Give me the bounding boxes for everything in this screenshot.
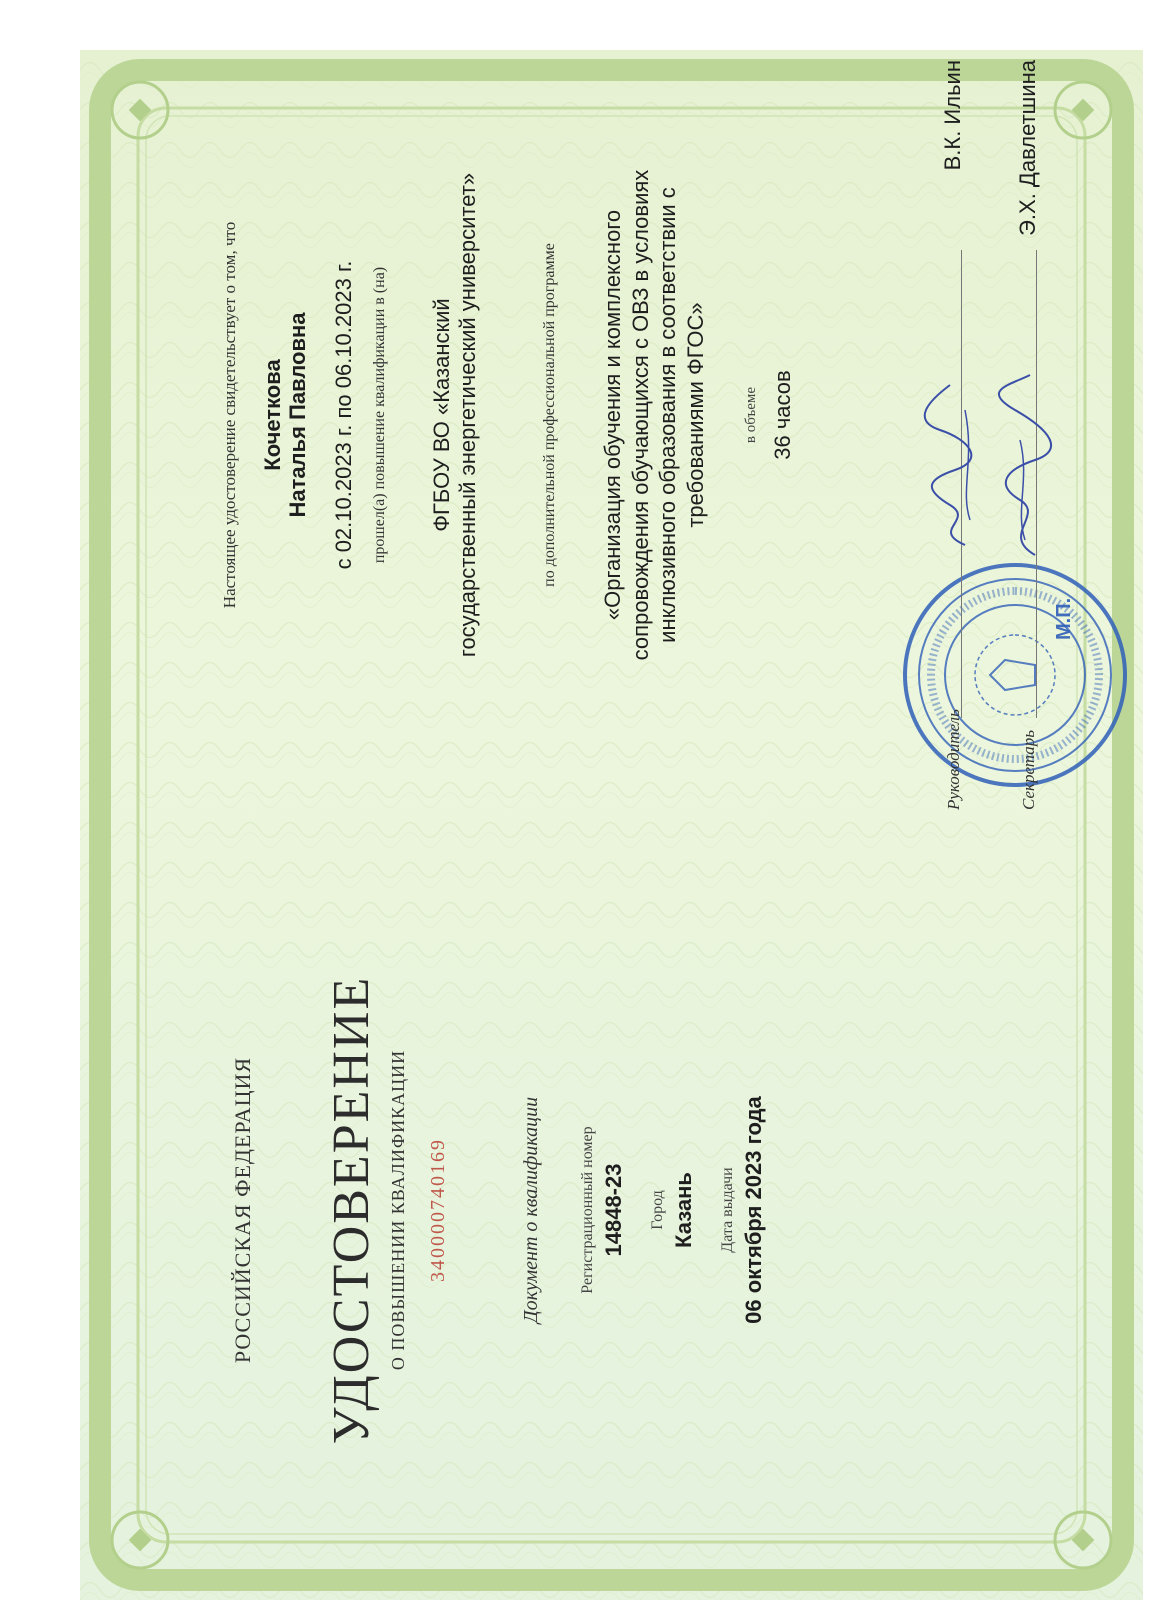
secretary-role: Секретарь bbox=[1019, 730, 1038, 810]
city-label: Город bbox=[649, 1190, 666, 1230]
seal-mark: М.П. bbox=[1053, 597, 1075, 640]
hours-value: 36 часов bbox=[770, 370, 796, 460]
organization-line-1: ФГБОУ ВО «Казанский bbox=[428, 298, 454, 532]
document-kind: Документ о квалификации bbox=[520, 1096, 542, 1324]
secretary-signature-row bbox=[1005, 50, 1045, 810]
program-label: по дополнительной профессиональной программе bbox=[541, 243, 559, 587]
head-name: В.К. Ильин bbox=[940, 60, 965, 171]
program-line-4: требованиями ФГОС» bbox=[682, 302, 708, 528]
program-line-3: инклюзивного образования в соответствии с bbox=[655, 187, 681, 643]
organization-line-2: государственный энергетический университет» bbox=[454, 172, 480, 658]
head-signature-row bbox=[930, 50, 970, 810]
training-period: с 02.10.2023 г. по 06.10.2023 г. bbox=[330, 260, 356, 570]
registration-label: Регистрационный номер bbox=[579, 1126, 596, 1294]
secretary-name: Э.Х. Давлетшина bbox=[1015, 60, 1040, 236]
holder-given-names: Наталья Павловна bbox=[285, 312, 311, 518]
holder-name bbox=[260, 50, 311, 810]
city-value: Казань bbox=[671, 1172, 696, 1248]
document-title: УДОСТОВЕРЕНИЕ bbox=[323, 975, 380, 1445]
holder-surname: Кочеткова bbox=[260, 359, 285, 471]
passed-text: прошел(а) повышение квалификации в (на) bbox=[370, 266, 388, 564]
rotated-content bbox=[80, 50, 1143, 1600]
program-line-1: «Организация обучения и комплексного bbox=[600, 209, 626, 621]
document-subtitle: О ПОВЫШЕНИИ КВАЛИФИКАЦИИ bbox=[388, 1049, 408, 1371]
organization-name bbox=[429, 50, 482, 810]
program-title bbox=[599, 50, 709, 810]
certificate-sheet bbox=[80, 50, 1143, 1600]
certificate-body bbox=[80, 50, 1080, 810]
volume-label: в объеме bbox=[743, 386, 760, 444]
issue-date-value: 06 октября 2023 года bbox=[741, 1096, 766, 1324]
head-role: Руководитель bbox=[944, 709, 963, 810]
serial-number: 340000740169 bbox=[427, 1138, 449, 1282]
head-signature-mark bbox=[920, 380, 980, 550]
program-line-2: сопровождения обучающихся с ОВЗ в условиях bbox=[627, 169, 653, 661]
country-name: РОССИЙСКАЯ ФЕДЕРАЦИЯ bbox=[230, 1056, 255, 1364]
secretary-signature-mark bbox=[995, 370, 1055, 560]
issue-date-label: Дата выдачи bbox=[719, 1167, 736, 1253]
intro-text: Настоящее удостоверение свидетельствует о том, что bbox=[220, 221, 239, 609]
registration-number: 14848-23 bbox=[601, 1163, 626, 1257]
title-block bbox=[150, 900, 1050, 1520]
